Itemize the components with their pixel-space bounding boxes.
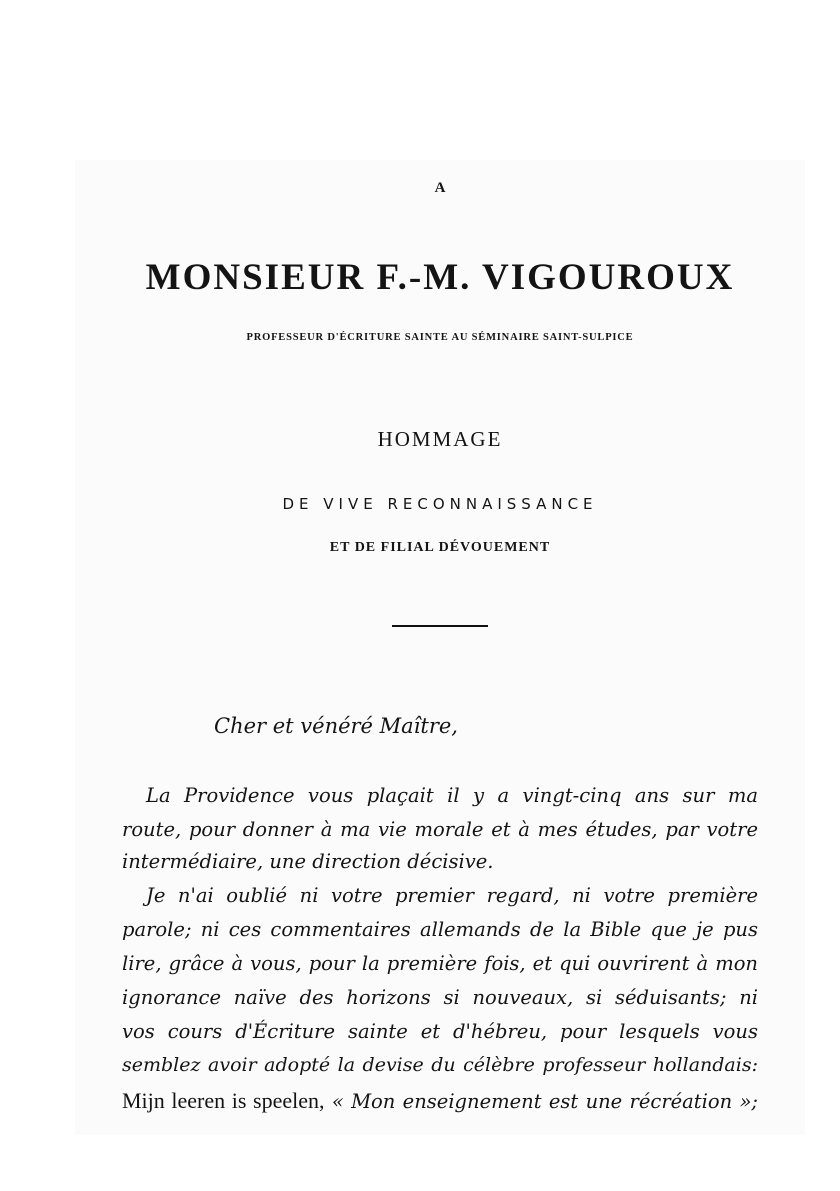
paragraph-line: vos cours d'Écriture sainte et d'hébreu, pour lesquels vous — [122, 1020, 758, 1043]
motto-translation: « Mon enseignement est une récréation »; — [331, 1090, 758, 1113]
paragraph-line-motto — [122, 1088, 758, 1114]
paragraph-line: Je n'ai oublié ni votre premier regard, ni votre première — [146, 884, 758, 907]
dedication-line-devouement: ET DE FILIAL DÉVOUEMENT — [329, 540, 551, 555]
dedicatee-name: MONSIEUR F.-M. VIGOUROUX — [145, 257, 735, 298]
paragraph-line: semblez avoir adopté la devise du célèbre professeur hollandais: — [122, 1054, 758, 1076]
section-divider — [392, 625, 488, 627]
paragraph-line: route, pour donner à ma vie morale et à mes études, par votre — [122, 818, 758, 841]
paragraph-line: ignorance naïve des horizons si nouveaux, si séduisants; ni — [122, 986, 758, 1009]
letter-salutation: Cher et vénéré Maître, — [214, 714, 458, 738]
dedication-preposition: A — [434, 180, 446, 196]
paragraph-line: La Providence vous plaçait il y a vingt-cinq ans sur ma — [146, 784, 758, 807]
dedication-line-reconnaissance: DE VIVE RECONNAISSANCE — [282, 495, 598, 513]
motto-dutch: Mijn leeren is speelen, — [122, 1088, 325, 1113]
paragraph-line: parole; ni ces commentaires allemands de la Bible que je pus — [122, 918, 758, 941]
paragraph-line: intermédiaire, une direction décisive. — [122, 850, 494, 873]
paragraph-line: lire, grâce à vous, pour la première fois, et qui ouvrirent à mon — [122, 952, 758, 975]
hommage-heading: HOMMAGE — [377, 427, 503, 451]
dedicatee-position: PROFESSEUR D'ÉCRITURE SAINTE AU SÉMINAIRE SAINT-SULPICE — [246, 332, 634, 343]
